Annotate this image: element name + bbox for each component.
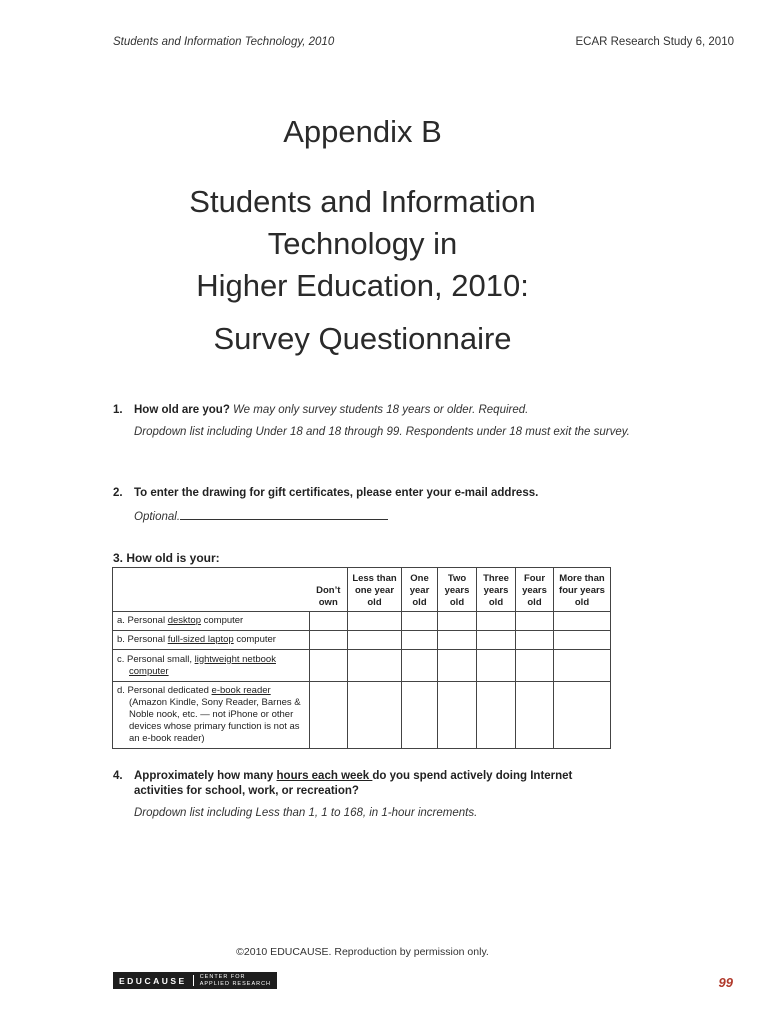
- answer-cell[interactable]: [402, 682, 438, 749]
- answer-cell[interactable]: [310, 650, 348, 682]
- answer-cell[interactable]: [348, 612, 402, 631]
- running-header-study: ECAR Research Study 6, 2010: [575, 36, 734, 48]
- answer-cell[interactable]: [516, 612, 554, 631]
- question-4-number: 4.: [113, 770, 123, 782]
- row-d-post: (Amazon Kindle, Sony Reader, Barnes & Noble nook, etc. — not iPhone or other devices whose primary function is not as an e-book reader): [129, 697, 301, 744]
- row-c-pre: c. Personal small,: [117, 653, 195, 665]
- answer-cell[interactable]: [348, 650, 402, 682]
- document-subtitle: Survey Questionnaire: [213, 321, 512, 356]
- answer-cell[interactable]: [554, 650, 611, 682]
- device-age-grid: [112, 567, 611, 749]
- col-dont-own: Don’t own: [310, 568, 348, 612]
- question-4-pre: Approximately how many: [134, 770, 277, 782]
- logo-center-text: [194, 972, 277, 989]
- row-a-link: desktop: [167, 615, 201, 626]
- question-2: [113, 486, 633, 525]
- answer-cell[interactable]: [438, 682, 477, 749]
- row-a-post: computer: [200, 615, 244, 626]
- question-2-text: To enter the drawing for gift certificates, please enter your e-mail address.: [134, 487, 539, 499]
- answer-cell[interactable]: [477, 612, 516, 631]
- question-4-post: do you spend actively doing Internet activities for school, work, or recreation?: [134, 770, 573, 797]
- running-header-title: Students and Information Technology, 2010: [113, 36, 335, 48]
- table-row: [113, 612, 611, 631]
- answer-cell[interactable]: [310, 631, 348, 650]
- row-c-link: lightweight netbook computer: [129, 653, 276, 677]
- col-less-than-one-year: Less than one year old: [348, 568, 402, 612]
- question-3-title: 3. How old is your:: [113, 551, 220, 565]
- question-4: [113, 769, 583, 821]
- row-d-pre: d. Personal dedicated: [117, 685, 212, 696]
- table-row: [113, 631, 611, 650]
- answer-cell[interactable]: [348, 631, 402, 650]
- answer-cell[interactable]: [516, 631, 554, 650]
- copyright-notice: ©2010 EDUCAUSE. Reproduction by permission only.: [236, 946, 489, 958]
- answer-cell[interactable]: [554, 682, 611, 749]
- title-line-3: Higher Education, 2010:: [196, 268, 529, 303]
- educause-logo: [113, 972, 277, 989]
- logo-center-line-2: APPLIED RESEARCH: [199, 980, 272, 987]
- col-more-than-four-years: More than four years old: [554, 568, 611, 612]
- question-1-note: Dropdown list including Under 18 and 18 through 99. Respondents under 18 must exit the survey.: [134, 426, 630, 438]
- title-line-2: Technology in: [267, 226, 458, 261]
- table-row: [113, 650, 611, 682]
- answer-cell[interactable]: [348, 682, 402, 749]
- row-b-link: full-sized laptop: [167, 634, 234, 645]
- question-1: [113, 403, 633, 440]
- answer-cell[interactable]: [402, 631, 438, 650]
- logo-brand: EDUCAUSE: [119, 975, 187, 986]
- col-four-years: Four years old: [516, 568, 554, 612]
- appendix-label: Appendix B: [283, 114, 442, 149]
- question-4-note: Dropdown list including Less than 1, 1 to 168, in 1-hour increments.: [134, 807, 478, 819]
- answer-cell[interactable]: [438, 612, 477, 631]
- answer-cell[interactable]: [438, 650, 477, 682]
- answer-cell[interactable]: [477, 682, 516, 749]
- col-three-years: Three years old: [477, 568, 516, 612]
- question-2-number: 2.: [113, 487, 123, 499]
- answer-cell[interactable]: [477, 650, 516, 682]
- logo-center-line-1: CENTER FOR: [199, 974, 246, 980]
- row-d-link: e-book reader: [211, 685, 271, 696]
- answer-cell[interactable]: [516, 682, 554, 749]
- answer-cell[interactable]: [477, 631, 516, 650]
- answer-cell[interactable]: [402, 650, 438, 682]
- question-1-text: How old are you?: [134, 404, 230, 416]
- answer-cell[interactable]: [554, 612, 611, 631]
- answer-cell[interactable]: [310, 682, 348, 749]
- page-number: 99: [718, 975, 733, 990]
- answer-cell[interactable]: [402, 612, 438, 631]
- question-4-link: hours each week: [276, 770, 373, 782]
- table-row: [113, 682, 611, 749]
- grid-header-blank: [113, 568, 310, 612]
- document-title: [0, 181, 725, 307]
- title-line-1: Students and Information: [189, 184, 536, 219]
- answer-cell[interactable]: [554, 631, 611, 650]
- answer-cell[interactable]: [310, 612, 348, 631]
- email-answer-line[interactable]: [180, 508, 388, 520]
- row-b-pre: b. Personal: [117, 634, 168, 645]
- row-b-post: computer: [233, 634, 276, 645]
- answer-cell[interactable]: [438, 631, 477, 650]
- col-one-year: One year old: [402, 568, 438, 612]
- row-a-pre: a. Personal: [117, 615, 168, 626]
- question-2-note: Optional.: [134, 511, 181, 523]
- answer-cell[interactable]: [516, 650, 554, 682]
- question-1-number: 1.: [113, 404, 123, 416]
- col-two-years: Two years old: [438, 568, 477, 612]
- question-1-instruction: We may only survey students 18 years or older. Required.: [229, 404, 529, 416]
